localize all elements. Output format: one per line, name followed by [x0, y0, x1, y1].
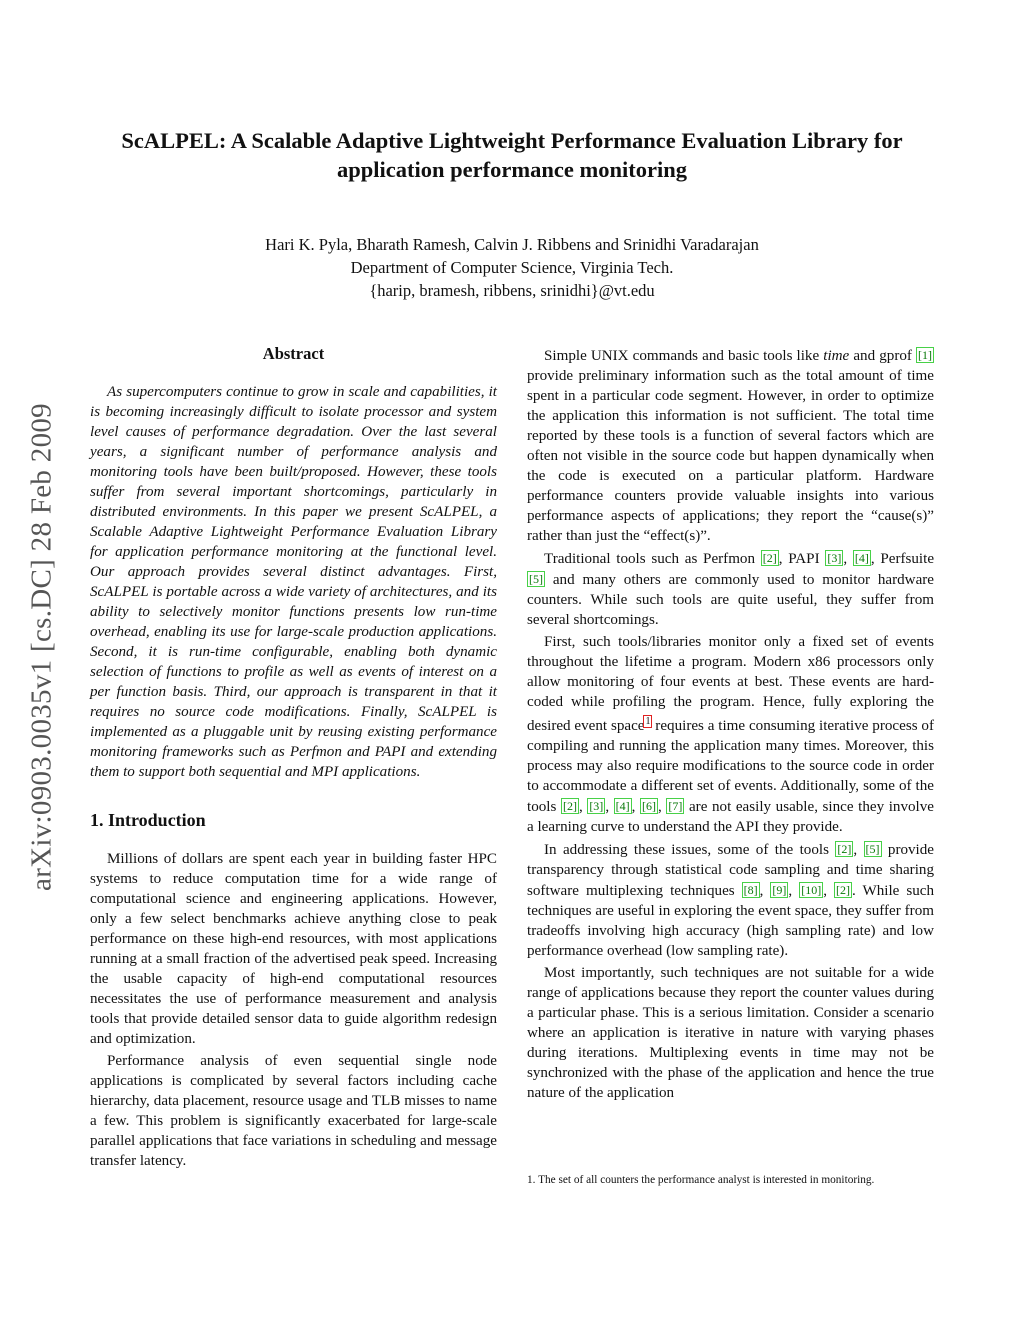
left-column: [90, 344, 497, 1173]
right-column: [527, 345, 934, 1105]
citation-link[interactable]: [10]: [801, 883, 822, 897]
citation-link[interactable]: [2]: [837, 842, 852, 856]
email: {harip, bramesh, ribbens, srinidhi}@vt.edu: [369, 281, 655, 300]
citation-link[interactable]: [5]: [529, 572, 543, 586]
author-block: [100, 233, 924, 302]
intro-paragraph-1: Millions of dollars are spent each year in building faster HPC systems to reduce computation time for a wide range of computational science and engineering applications. However, only a few select benchmarks achieve anything close to peak performance on these high-end resources, with most applications running at a small fraction of the advertised peak speed. Increasing the usable capacity of high-end computational resources necessitates the use of performance measurement and analysis tools that provide detailed sensor data to guide algorithm redesign and optimization.: [90, 851, 497, 1047]
citation-link[interactable]: [6]: [642, 799, 657, 813]
citation-link[interactable]: [8]: [743, 883, 758, 897]
footnote-link[interactable]: 1: [645, 716, 651, 727]
affiliation: Department of Computer Science, Virginia Tech.: [350, 258, 674, 277]
citation-link[interactable]: [7]: [668, 799, 683, 813]
author-names: Hari K. Pyla, Bharath Ramesh, Calvin J. Ribbens and Srinidhi Varadarajan: [265, 235, 759, 254]
citation-link[interactable]: [3]: [827, 551, 842, 565]
time-command: time: [823, 348, 850, 364]
abstract: [90, 382, 497, 782]
citation-link[interactable]: [1]: [918, 348, 932, 362]
citation-link[interactable]: [4]: [615, 799, 630, 813]
right-paragraph-3: First, such tools/libraries monitor only a fixed set of events throughout the lifetime a program. Modern x86 processors only allow monitoring of four events at best. These events are hard-coded while profiling the program. Hence, fully exploring the desired event space$^1$ requires a time consuming iterative process of compiling and running the application many times. Moreover, this process may also require modifications to the source code in order to accommodate a different set of events. Additionally, some of the tools [2] , [3] , [4] , [6] , [7] are not easily usable, since they involve a learning curve to understand the API they provide.: [527, 634, 934, 835]
arxiv-identifier: arXiv:0903.0035v1 [cs.DC] 28 Feb 2009: [25, 403, 58, 891]
citation-link[interactable]: [2]: [762, 551, 777, 565]
footnote: 1. The set of all counters the performance analyst is interested in monitoring.: [527, 1174, 875, 1186]
paper-title: ScALPEL: A Scalable Adaptive Lightweight Performance Evaluation Library for application performance monitoring: [121, 128, 903, 182]
citation-link[interactable]: [5]: [865, 842, 880, 856]
abstract-heading: Abstract: [262, 344, 325, 363]
right-paragraph-5: Most importantly, such techniques are not suitable for a wide range of applications because they report the counter values during a particular phase. This is a serious limitation. Consider a scenario where an application is iterative in nature with varying phases during iterations. Multiplexing events in time may not be synchronized with the phase of the application and hence the true nature of the application: [527, 965, 934, 1101]
abstract-text: As supercomputers continue to grow in scale and capabilities, it is becoming increasingly difficult to isolate processor and system level causes of performance degradation. Over the last several years, a significant number of performance analysis and monitoring tools have been built/proposed. However, these tools suffer from several important shortcomings, particularly in distributed environments. In this paper we present ScALPEL, a Scalable Adaptive Lightweight Performance Evaluation Library for application performance monitoring at the functional level. Our approach provides several distinct advantages. First, ScALPEL is portable across a wide variety of architectures, and its ability to selectively monitor functions presents low run-time overhead, enabling its use for large-scale production applications. Second, it is run-time configurable, enabling both dynamic selection of functions to profile as well as events of interest on a per function basis. Third, our approach is transparent in that it requires no source code modifications. Finally, ScALPEL is implemented as a pluggable unit by reusing existing performance monitoring frameworks such as Perfmon and PAPI and extending them to support both sequential and MPI applications.: [90, 384, 497, 780]
right-paragraph-1: Simple UNIX commands and basic tools like time and gprof [1] provide preliminary information such as the total amount of time spent in a particular code segment. However, in order to optimize the application this information is not sufficient. The total time reported by these tools is a function of several factors which are often not visible in the source code but happen dynamically when the code is executed on a particular platform. Hardware performance counters provide valuable insights into various performance aspects of applications; they report the “cause(s)” rather than just the “effect(s)”.: [527, 348, 934, 544]
citation-link[interactable]: [9]: [772, 883, 787, 897]
right-paragraph-4: In addressing these issues, some of the tools [2] , [5] provide transparency through statistical code sampling and time sharing software multiplexing techniques [8] , [9] , [10] , [2] . While such techniques are useful in exploring the event space, they suffer from tradeoffs involving high accuracy (high sampling rate) and low performance overhead (low sampling rate).: [527, 842, 935, 959]
citation-link[interactable]: [2]: [562, 799, 577, 813]
arxiv-sidebar: [18, 362, 66, 932]
citation-link[interactable]: [3]: [589, 799, 604, 813]
section-heading-introduction: 1. Introduction: [90, 810, 206, 830]
citation-link[interactable]: [4]: [854, 551, 869, 565]
citation-link[interactable]: [2]: [835, 883, 850, 897]
right-paragraph-2: Traditional tools such as Perfmon [2] , PAPI [3] , [4] , Perfsuite [5] and many others are commonly used to monitor hardware counters. While such tools are quite useful, they suffer from several shortcomings.: [527, 551, 935, 628]
intro-paragraph-2: Performance analysis of even sequential single node applications is complicated by several factors including cache hierarchy, data placement, resource usage and TLB misses to name a few. This problem is significantly exacerbated for large-scale parallel applications that face variations in scheduling and message transfer latency.: [90, 1053, 497, 1169]
